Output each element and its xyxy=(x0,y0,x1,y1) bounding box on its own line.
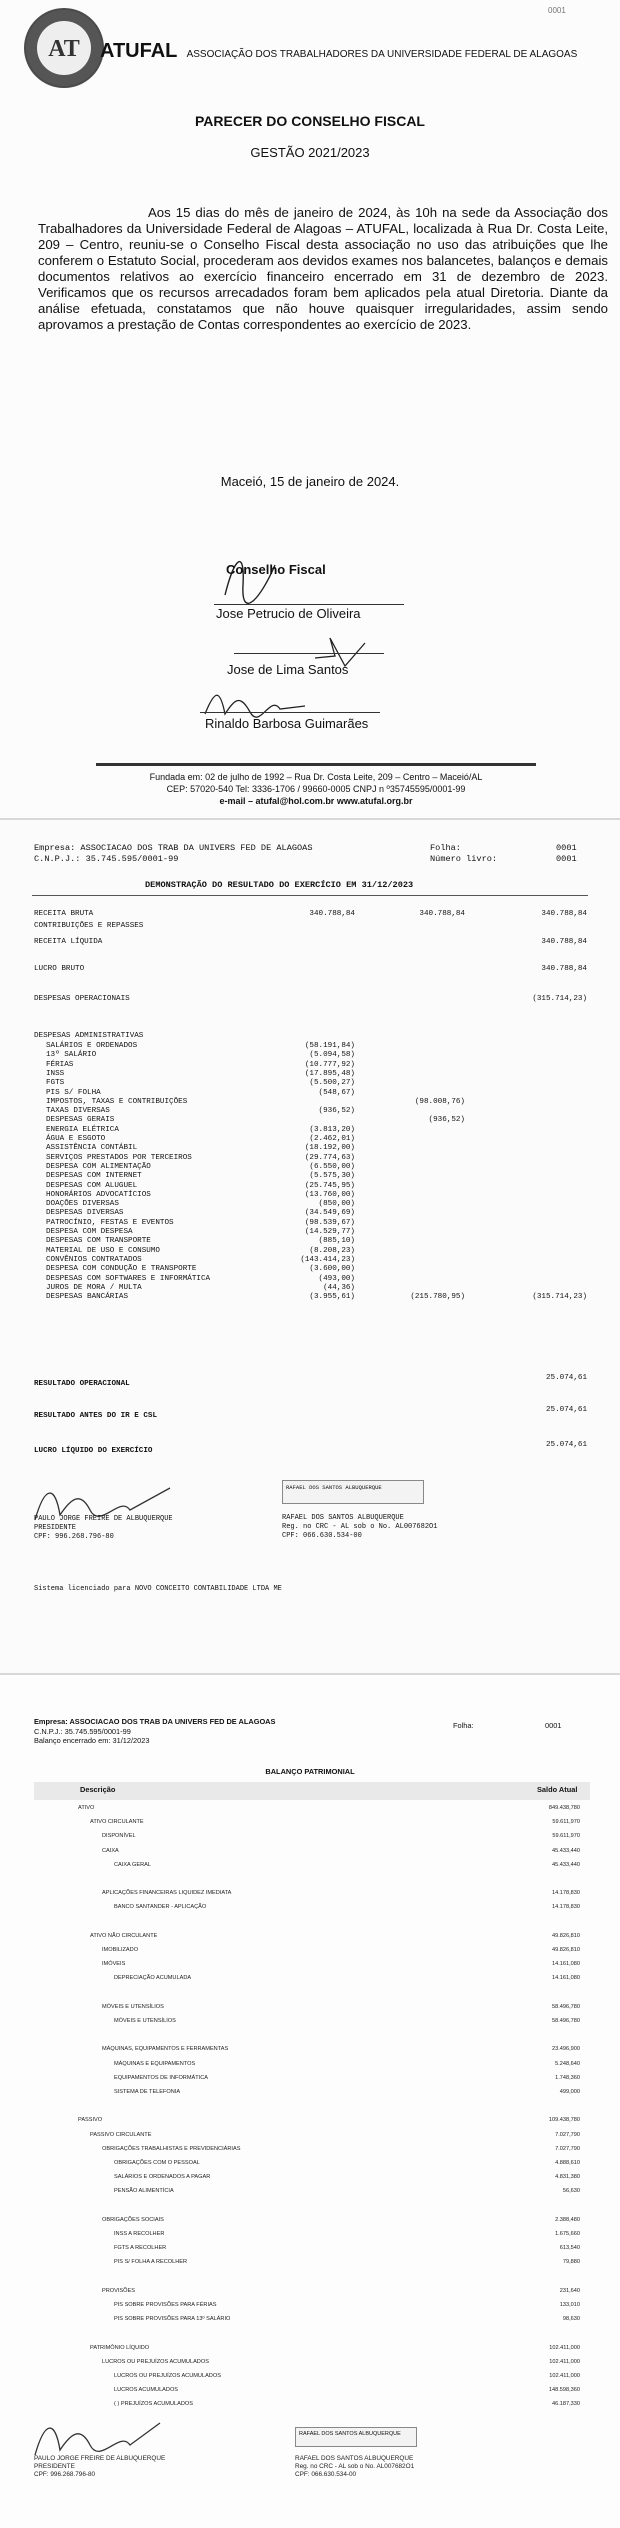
president-cpf: CPF: 996.268.796-80 xyxy=(34,1533,114,1541)
bp-row-value: 849.438,780 xyxy=(548,1805,580,1811)
dre-line-label: MATERIAL DE USO E CONSUMO xyxy=(46,1246,160,1255)
bp-row-label: LUCROS OU PREJUÍZOS ACUMULADOS xyxy=(102,2358,209,2365)
dre-title: DEMONSTRAÇÃO DO RESULTADO DO EXERCÍCIO EM 31/12/2023 xyxy=(145,880,414,890)
dre-line-label: RESULTADO ANTES DO IR E CSL xyxy=(34,1412,158,1420)
bp-date: Balanço encerrado em: 31/12/2023 xyxy=(34,1736,150,1745)
bp-row-value: 46.187,330 xyxy=(552,2401,580,2408)
dre-value: 340.788,84 xyxy=(541,910,587,918)
dre-value: (143.414,23) xyxy=(300,1255,355,1264)
bp-row-label: MÓVEIS E UTENSÍLIOS xyxy=(114,2018,176,2024)
page-number: 0001 xyxy=(548,6,566,15)
dre-line-label: DESPESA COM DESPESA xyxy=(46,1228,133,1236)
council-label: Conselho Fiscal xyxy=(226,562,326,577)
dre-line-label: RECEITA BRUTA xyxy=(34,910,94,918)
dre-value: (58.191,84) xyxy=(304,1042,355,1050)
signer-name: Rinaldo Barbosa Guimarães xyxy=(205,716,369,731)
dre-line-label: DESPESAS COM ALUGUEL xyxy=(46,1181,138,1190)
bp-row-label: OBRIGAÇÕES TRABALHISTAS E PREVIDENCIÁRIAS xyxy=(102,2145,241,2152)
divider xyxy=(32,895,588,896)
bp-folha-label: Folha: xyxy=(453,1721,474,1730)
dre-line-label: DESPESAS COM INTERNET xyxy=(46,1172,142,1181)
signer-name: Jose Petrucio de Oliveira xyxy=(216,606,361,621)
bp-row-label: LUCROS OU PREJUÍZOS ACUMULADOS xyxy=(114,2373,221,2379)
atufal-logo-icon xyxy=(24,8,104,88)
dre-line-label: PATROCÍNIO, FESTAS E EVENTOS xyxy=(46,1218,174,1227)
bp-row-value: 109.438,780 xyxy=(548,2117,580,2124)
dre-value: (17.895,48) xyxy=(304,1069,355,1078)
bp-row-value: 45.433,440 xyxy=(552,1861,580,1868)
president-role: PRESIDENTE xyxy=(34,2463,75,2470)
dre-line-label: DESPESAS DIVERSAS xyxy=(46,1209,124,1218)
dre-value: (5.500,27) xyxy=(309,1079,355,1088)
dre-value: (98.539,67) xyxy=(304,1218,355,1227)
dre-line-label: LUCRO LÍQUIDO DO EXERCÍCIO xyxy=(34,1447,153,1455)
bp-row-value: 4.831,380 xyxy=(555,2174,580,2181)
footer-line: Fundada em: 02 de julho de 1992 – Rua Dr. Costa Leite, 209 – Centro – Maceió/AL xyxy=(149,772,483,782)
dre-page xyxy=(0,820,620,1675)
bp-row-value: 1.748,360 xyxy=(555,2074,580,2081)
signature-line xyxy=(214,604,404,605)
dre-line-label: DESPESAS OPERACIONAIS xyxy=(34,995,130,1003)
bp-row-value: 613,540 xyxy=(559,2245,580,2252)
org-full-name: ASSOCIAÇÃO DOS TRABALHADORES DA UNIVERSIDADE FEDERAL DE ALAGOAS xyxy=(186,49,578,60)
accountant-crc: Reg. no CRC - AL sob o No. AL007682O1 xyxy=(282,1523,438,1531)
document-title: PARECER DO CONSELHO FISCAL xyxy=(195,113,425,129)
dre-line-label: LUCRO BRUTO xyxy=(34,965,85,973)
accountant-name: RAFAEL DOS SANTOS ALBUQUERQUE xyxy=(282,1514,404,1522)
stamp-text: RAFAEL DOS SANTOS ALBUQUERQUE xyxy=(286,1484,382,1491)
folha-value: 0001 xyxy=(556,843,577,853)
bp-row-value: 58.496,780 xyxy=(552,2018,580,2024)
dre-value: (98.008,76) xyxy=(414,1097,465,1106)
bp-row-label: PIS S/ FOLHA A RECOLHER xyxy=(114,2259,188,2266)
bp-col-description: Descrição xyxy=(80,1785,116,1794)
dre-section-title: DESPESAS ADMINISTRATIVAS xyxy=(34,1032,144,1040)
dre-line-label: JUROS DE MORA / MULTA xyxy=(46,1283,142,1292)
accountant-cpf: CPF: 066.630.534-00 xyxy=(295,2471,357,2478)
bp-row-label: MÓVEIS E UTENSÍLIOS xyxy=(102,2003,164,2010)
dre-line-label: SERVIÇOS PRESTADOS POR TERCEIROS xyxy=(46,1153,192,1162)
dre-value: (44,36) xyxy=(323,1283,355,1292)
bp-row-label: OBRIGAÇÕES COM O PESSOAL xyxy=(114,2160,200,2166)
dre-value: (2.462,01) xyxy=(309,1135,355,1143)
dre-value: 25.074,61 xyxy=(545,1374,587,1382)
bp-row-value: 499,000 xyxy=(559,2089,580,2095)
org-header xyxy=(100,40,577,63)
bp-row-label: PIS SOBRE PROVISÕES PARA 13º SALÁRIO xyxy=(114,2316,231,2323)
bp-row-label: ( ) PREJUÍZOS ACUMULADOS xyxy=(114,2401,193,2408)
dre-line-label: IMPOSTOS, TAXAS E CONTRIBUIÇÕES xyxy=(46,1097,188,1106)
bp-column-header xyxy=(34,1782,590,1800)
dre-line-label: ÁGUA E ESGOTO xyxy=(46,1135,106,1143)
bp-row-label: DISPONÍVEL xyxy=(102,1833,136,1840)
atufal-logo xyxy=(24,8,104,88)
dre-line-label: RESULTADO OPERACIONAL xyxy=(34,1380,130,1388)
dre-value: (315.714,23) xyxy=(532,1293,587,1302)
dre-line-label: FÉRIAS xyxy=(46,1060,74,1069)
accountant-name: RAFAEL DOS SANTOS ALBUQUERQUE xyxy=(295,2455,414,2462)
bp-folha-value: 0001 xyxy=(545,1721,562,1730)
dre-value: (10.777,92) xyxy=(304,1060,355,1069)
bp-row-value: 45.433,440 xyxy=(552,1847,580,1854)
cnpj-line: C.N.P.J.: 35.745.595/0001-99 xyxy=(34,854,179,864)
bp-row-value: 5.248,640 xyxy=(555,2060,580,2067)
dre-line-label: DESPESAS COM TRANSPORTE xyxy=(46,1237,151,1246)
bp-row-value: 49.826,810 xyxy=(552,1947,580,1953)
dre-value: 25.074,61 xyxy=(545,1406,587,1414)
bp-row-label: LUCROS ACUMULADOS xyxy=(114,2387,179,2394)
dre-value: (6.550,00) xyxy=(309,1162,355,1171)
bp-row-value: 7.027,790 xyxy=(555,2131,580,2138)
dre-value: (885,10) xyxy=(318,1237,355,1246)
stamp-text: RAFAEL DOS SANTOS ALBUQUERQUE xyxy=(299,2431,401,2437)
dre-line-label: ENERGIA ELÉTRICA xyxy=(46,1125,119,1134)
bp-row-label: PASSIVO xyxy=(78,2117,103,2124)
bp-row-value: 102.411,000 xyxy=(549,2344,580,2351)
company-line: Empresa: ASSOCIACAO DOS TRAB DA UNIVERS FED DE ALAGOAS xyxy=(34,843,313,853)
bp-row-value: 102.411,000 xyxy=(549,2358,580,2365)
dre-value: (3.600,00) xyxy=(309,1265,355,1274)
footer-line: e-mail – atufal@hol.com.br www.atufal.org.br xyxy=(219,796,413,806)
bp-row-label: IMÓVEIS xyxy=(102,1961,126,1968)
bp-row-label: MÁQUINAS E EQUIPAMENTOS xyxy=(114,2060,196,2067)
bp-row-label: ATIVO xyxy=(78,1805,95,1811)
dre-value: (850,00) xyxy=(318,1200,355,1209)
bp-cnpj: C.N.P.J.: 35.745.595/0001-99 xyxy=(34,1727,131,1736)
bp-row-value: 56,630 xyxy=(562,2188,580,2195)
dre-value: (13.760,00) xyxy=(304,1190,355,1199)
dre-line-label: INSS xyxy=(46,1069,65,1078)
balanco-page xyxy=(0,1675,620,2528)
accountant-crc: Reg. no CRC - AL sob o No. AL007682O1 xyxy=(295,2463,415,2470)
bp-row-value: 14.161,080 xyxy=(552,1975,580,1982)
bp-row-label: PIS SOBRE PROVISÕES PARA FÉRIAS xyxy=(114,2302,217,2308)
footer xyxy=(96,771,536,807)
dre-value: (5.094,58) xyxy=(309,1051,355,1060)
dre-line-label: DESPESAS GERAIS xyxy=(46,1116,115,1125)
dre-value: (315.714,23) xyxy=(532,995,587,1003)
bp-row-label: APLICAÇÕES FINANCEIRAS LIQUIDEZ IMEDIATA xyxy=(102,1890,232,1897)
bp-col-saldo: Saldo Atual xyxy=(537,1785,578,1794)
dre-value: (34.549,69) xyxy=(304,1209,355,1218)
bp-row-label: PATRIMÔNIO LÍQUIDO xyxy=(90,2344,150,2351)
org-name: ATUFAL xyxy=(100,40,178,62)
dre-line-label: 13º SALÁRIO xyxy=(46,1051,97,1060)
bp-row-value: 133,010 xyxy=(559,2302,580,2308)
bp-row-value: 58.496,780 xyxy=(552,2003,580,2010)
dre-line-label: DESPESAS COM SOFTWARES E INFORMÁTICA xyxy=(46,1274,211,1283)
dre-line-label: SALÁRIOS E ORDENADOS xyxy=(46,1042,138,1050)
livro-label: Número livro: xyxy=(430,854,498,864)
dre-value: 340.788,84 xyxy=(309,910,355,918)
accountant-cpf: CPF: 066.630.534-00 xyxy=(282,1532,362,1540)
bp-row-value: 59.611,970 xyxy=(552,1833,580,1840)
bp-row-label: ATIVO NÃO CIRCULANTE xyxy=(90,1932,158,1939)
digital-stamp xyxy=(295,2427,417,2447)
dre-value: (3.813,20) xyxy=(309,1125,355,1134)
bp-row-value: 23.496,900 xyxy=(552,2046,580,2053)
bp-row-value: 7.027,790 xyxy=(555,2145,580,2152)
bp-row-label: PASSIVO CIRCULANTE xyxy=(90,2131,152,2138)
dre-value: 340.788,84 xyxy=(541,938,587,946)
bp-row-value: 148.598,360 xyxy=(548,2387,580,2394)
bp-row-label: DEPRECIAÇÃO ACUMULADA xyxy=(114,1975,192,1982)
bp-row-label: PROVISÕES xyxy=(102,2287,135,2294)
bp-row-value: 79,880 xyxy=(562,2259,580,2266)
bp-row-label: CAIXA xyxy=(102,1847,119,1854)
bp-row-label: SISTEMA DE TELEFONIA xyxy=(114,2089,181,2095)
bp-row-label: ATIVO CIRCULANTE xyxy=(90,1819,144,1826)
signature-line xyxy=(200,712,380,713)
dre-line-label: DOAÇÕES DIVERSAS xyxy=(46,1200,119,1209)
bp-row-value: 49.826,810 xyxy=(552,1932,580,1939)
dre-value: 25.074,61 xyxy=(545,1441,587,1449)
folha-label: Folha: xyxy=(430,843,461,853)
dre-value: 340.788,84 xyxy=(419,910,465,918)
bp-row-value: 14.178,830 xyxy=(552,1890,580,1897)
dre-value: (548,67) xyxy=(318,1088,355,1097)
document-subtitle: GESTÃO 2021/2023 xyxy=(250,145,370,160)
dre-value: (3.955,61) xyxy=(309,1293,355,1302)
footer-line: CEP: 57020-540 Tel: 3336-1706 / 99660-0005 CNPJ n º35745595/0001-99 xyxy=(166,784,466,794)
parecer-page xyxy=(0,0,620,820)
dre-value: (25.745,95) xyxy=(304,1181,355,1190)
bp-row-label: INSS A RECOLHER xyxy=(114,2231,165,2237)
dre-line-label: DESPESA COM ALIMENTAÇÃO xyxy=(46,1162,151,1171)
president-cpf: CPF: 996.268.796-80 xyxy=(34,2471,96,2478)
dre-line-label: CONTRIBUIÇÕES E REPASSES xyxy=(34,922,144,930)
president-name: PAULO JORGE FREIRE DE ALBUQUERQUE xyxy=(34,1515,173,1523)
bp-row-value: 98,630 xyxy=(562,2316,580,2323)
president-role: PRESIDENTE xyxy=(34,1524,77,1532)
place-date: Maceió, 15 de janeiro de 2024. xyxy=(220,474,400,489)
dre-value: (29.774,63) xyxy=(304,1153,355,1162)
bp-row-value: 4.888,610 xyxy=(555,2160,580,2166)
dre-line-label: PIS S/ FOLHA xyxy=(46,1088,101,1097)
dre-line-label: FGTS xyxy=(46,1079,65,1088)
bp-row-value: 102.411,000 xyxy=(549,2373,580,2379)
bp-row-label: BANCO SANTANDER - APLICAÇÃO xyxy=(114,1904,207,1911)
footer-bar xyxy=(96,763,536,766)
bp-row-value: 59.611,970 xyxy=(552,1819,580,1826)
livro-value: 0001 xyxy=(556,854,577,864)
bp-row-label: PENSÃO ALIMENTÍCIA xyxy=(114,2188,174,2195)
dre-value: 340.788,84 xyxy=(541,965,587,973)
bp-row-value: 1.675,660 xyxy=(555,2231,580,2237)
bp-row-value: 14.161,080 xyxy=(552,1961,580,1968)
parecer-body: Aos 15 dias do mês de janeiro de 2024, às 10h na sede da Associação dos Trabalhadores da Universidade Federal de Alagoas – ATUFAL, localizada à Rua Dr. Costa Leite, 209 – Centro, reuniu-se o Conselho Fiscal desta associação no uso das atribuições que lhe conferem o Estatuto Social, procederam aos devidos exames nos balancetes, balanços e demais documentos relativos ao exercício financeiro encerrado em 31 de dezembro de 2023. Verificamos que os recursos arrecadados foram bem aplicados pela atual Diretoria. Diante da análise efetuada, constatamos que não houve quaisquer irregularidades, assim sendo aprovamos a prestação de Contas correspondentes ao exercício de 2023. xyxy=(38,205,608,332)
dre-value: (8.208,23) xyxy=(309,1246,355,1255)
svg-text:AT: AT xyxy=(48,36,80,62)
bp-row-label: OBRIGAÇÕES SOCIAIS xyxy=(102,2216,164,2223)
dre-value: (18.192,00) xyxy=(304,1144,355,1153)
bp-company: Empresa: ASSOCIACAO DOS TRAB DA UNIVERS FED DE ALAGOAS xyxy=(34,1717,276,1726)
dre-value: (5.575,30) xyxy=(309,1172,355,1181)
dre-line-label: DESPESAS BANCÁRIAS xyxy=(46,1293,129,1302)
digital-stamp xyxy=(282,1480,424,1504)
dre-value: (14.529,77) xyxy=(304,1228,355,1236)
dre-value: (936,52) xyxy=(428,1116,465,1125)
dre-value: (493,00) xyxy=(318,1274,355,1283)
bp-title: BALANÇO PATRIMONIAL xyxy=(265,1767,355,1776)
dre-line-label: HONORÁRIOS ADVOCATÍCIOS xyxy=(46,1190,151,1199)
signature-line xyxy=(234,653,384,654)
bp-row-label: IMOBILIZADO xyxy=(102,1947,139,1953)
bp-row-value: 14.178,830 xyxy=(552,1904,580,1911)
bp-row-label: FGTS A RECOLHER xyxy=(114,2245,167,2252)
dre-line-label: TAXAS DIVERSAS xyxy=(46,1107,110,1116)
bp-row-label: CAIXA GERAL xyxy=(114,1861,151,1868)
dre-value: (215.780,95) xyxy=(410,1293,465,1302)
bp-row-value: 231,640 xyxy=(559,2287,580,2294)
bp-row-label: MÁQUINAS, EQUIPAMENTOS E FERRAMENTAS xyxy=(102,2046,229,2053)
dre-line-label: DESPESA COM CONDUÇÃO E TRANSPORTE xyxy=(46,1265,197,1274)
dre-value: (936,52) xyxy=(318,1107,355,1116)
president-name: PAULO JORGE FREIRE DE ALBUQUERQUE xyxy=(34,2455,166,2462)
bp-row-value: 2.388,480 xyxy=(555,2216,580,2223)
bp-row-label: EQUIPAMENTOS DE INFORMÁTICA xyxy=(114,2074,208,2081)
system-footer: Sistema licenciado para NOVO CONCEITO CONTABILIDADE LTDA ME xyxy=(34,1585,282,1593)
signer-name: Jose de Lima Santos xyxy=(227,662,349,677)
dre-line-label: ASSISTÊNCIA CONTÁBIL xyxy=(46,1144,138,1153)
bp-row-label: SALÁRIOS E ORDENADOS A PAGAR xyxy=(114,2174,211,2181)
dre-line-label: CONVÊNIOS CONTRATADOS xyxy=(46,1255,142,1264)
dre-line-label: RECEITA LÍQUIDA xyxy=(34,938,103,946)
